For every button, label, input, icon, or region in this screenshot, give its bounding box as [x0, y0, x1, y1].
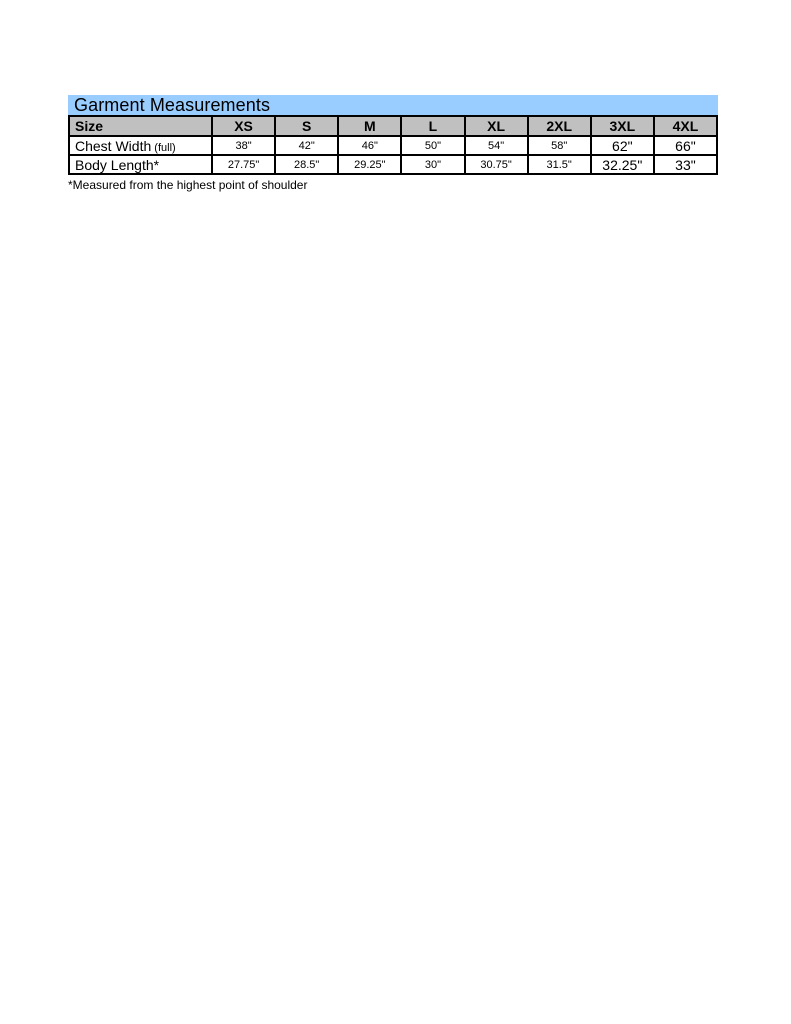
- measurement-value: 50": [401, 136, 464, 155]
- measurement-value: 30.75": [465, 155, 528, 174]
- measurement-value: 58": [528, 136, 591, 155]
- measurement-value: 28.5": [275, 155, 338, 174]
- column-header-m: M: [338, 116, 401, 136]
- table-row: [69, 155, 717, 174]
- measurement-value: 62": [591, 136, 654, 155]
- table-header-row: [69, 116, 717, 136]
- row-label-note: (full): [151, 141, 176, 154]
- column-header-xl: XL: [465, 116, 528, 136]
- column-header-s: S: [275, 116, 338, 136]
- column-header-3xl: 3XL: [591, 116, 654, 136]
- measurements-table: [68, 115, 718, 175]
- measurement-value: 33": [654, 155, 717, 174]
- column-header-l: L: [401, 116, 464, 136]
- footnote: *Measured from the highest point of shoulder: [68, 178, 308, 192]
- chart-title: Garment Measurements: [68, 95, 718, 115]
- garment-measurements-chart: [68, 95, 718, 192]
- measurement-value: 42": [275, 136, 338, 155]
- measurement-value: 32.25": [591, 155, 654, 174]
- measurement-value: 66": [654, 136, 717, 155]
- table-row: [69, 136, 717, 155]
- measurement-value: 46": [338, 136, 401, 155]
- measurement-value: 38": [212, 136, 275, 155]
- column-header-xs: XS: [212, 116, 275, 136]
- measurement-value: 29.25": [338, 155, 401, 174]
- row-label: Body Length*: [69, 155, 212, 174]
- measurement-value: 27.75": [212, 155, 275, 174]
- measurement-value: 54": [465, 136, 528, 155]
- column-header-4xl: 4XL: [654, 116, 717, 136]
- measurement-value: 31.5": [528, 155, 591, 174]
- measurement-value: 30": [401, 155, 464, 174]
- column-header-2xl: 2XL: [528, 116, 591, 136]
- column-header-size: Size: [69, 116, 212, 136]
- row-label: Chest Width (full): [69, 136, 212, 155]
